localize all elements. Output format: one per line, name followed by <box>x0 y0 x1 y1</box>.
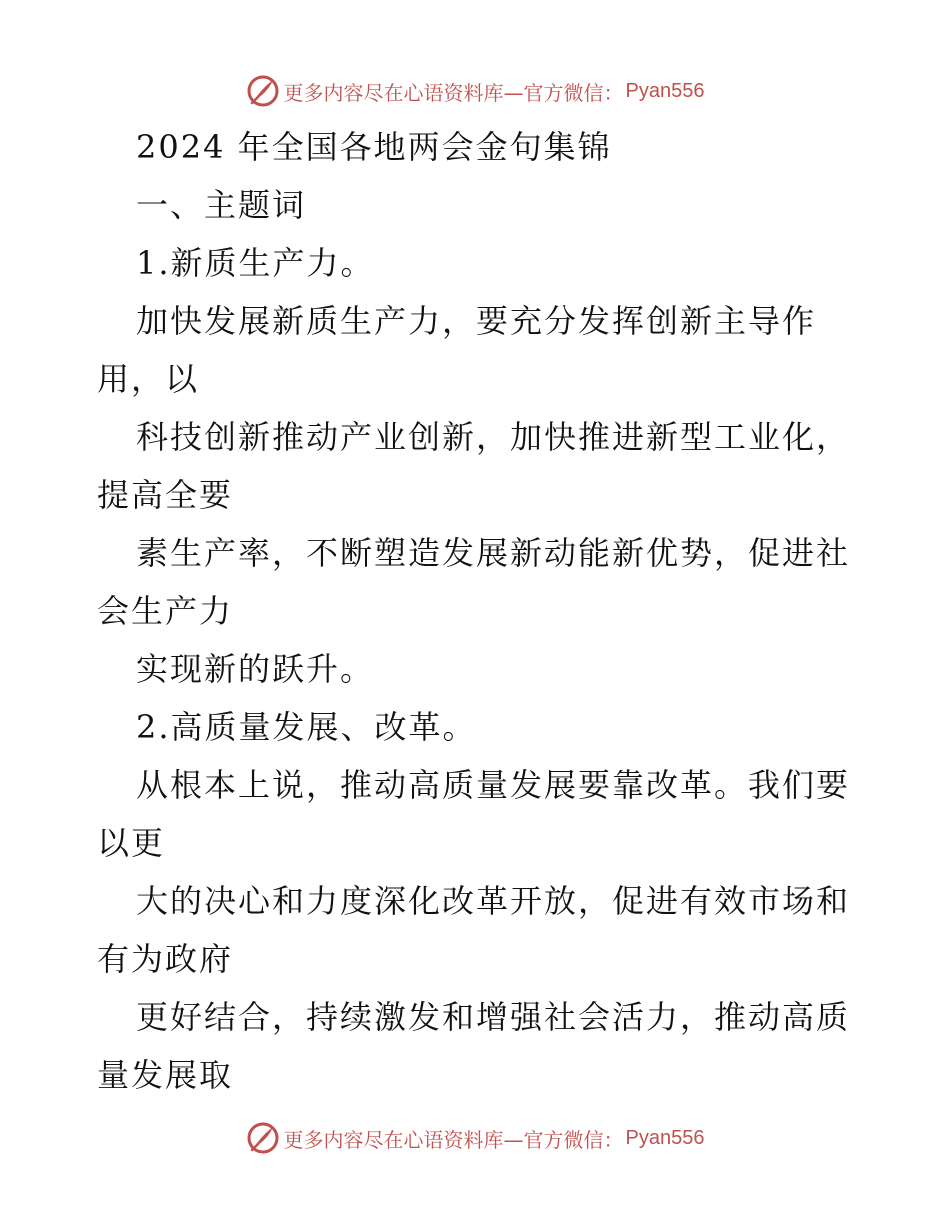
paragraph-line: 加快发展新质生产力，要充分发挥创新主导作 <box>136 302 817 340</box>
paragraph-line: 提高全要 <box>97 476 234 514</box>
document-title: 2024 年全国各地两会金句集锦 <box>136 128 612 166</box>
paragraph-line: 会生产力 <box>97 592 234 630</box>
paragraph-line: 实现新的跃升。 <box>136 650 375 688</box>
document-body <box>97 118 857 1104</box>
watermark-id: Pyan556 <box>625 1126 705 1149</box>
paragraph-line: 以更 <box>97 824 166 862</box>
paragraph-line: 科技创新推动产业创新，加快推进新型工业化， <box>136 418 851 456</box>
paragraph-line: 大的决心和力度深化改革开放，促进有效市场和 <box>136 882 851 920</box>
watermark-banner-bottom <box>0 1118 950 1158</box>
watermark-banner-top <box>0 71 950 111</box>
subheading: 2.高质量发展、改革。 <box>136 708 477 746</box>
paragraph-line: 更好结合，持续激发和增强社会活力，推动高质 <box>136 998 851 1036</box>
feather-pen-logo-icon <box>246 1121 280 1155</box>
watermark-text: 更多内容尽在心语资料库—官方微信： <box>283 80 624 105</box>
watermark-text: 更多内容尽在心语资料库—官方微信： <box>283 1127 624 1152</box>
paragraph-line: 素生产率，不断塑造发展新动能新优势，促进社 <box>136 534 851 572</box>
section-heading: 一、主题词 <box>136 186 307 224</box>
paragraph-line: 量发展取 <box>97 1056 234 1094</box>
paragraph-line: 用，以 <box>97 360 200 398</box>
feather-pen-logo-icon <box>246 74 280 108</box>
subheading: 1.新质生产力。 <box>136 244 375 282</box>
paragraph-line: 有为政府 <box>97 940 234 978</box>
watermark-id: Pyan556 <box>625 79 705 102</box>
paragraph-line: 从根本上说，推动高质量发展要靠改革。我们要 <box>136 766 851 804</box>
